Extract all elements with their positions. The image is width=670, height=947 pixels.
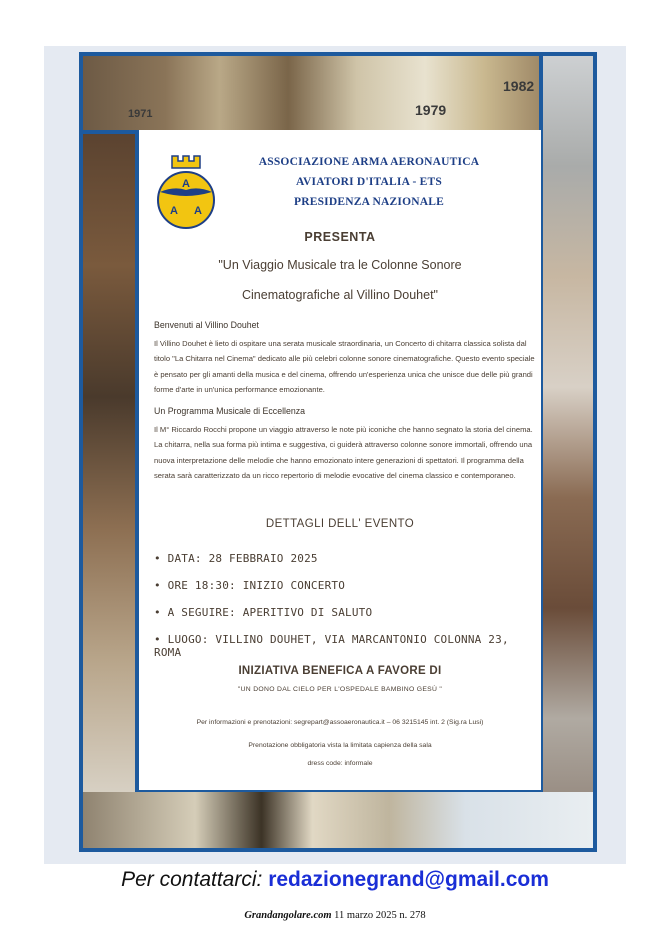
footer-issue: 11 marzo 2025 n. 278: [331, 910, 426, 921]
contact-email-link[interactable]: redazionegrand@gmail.com: [268, 868, 549, 891]
logo-letter-left: A: [170, 205, 178, 217]
contact-line: [0, 868, 670, 892]
event-poster: [139, 130, 541, 790]
association-presidency: PRESIDENZA NAZIONALE: [293, 196, 445, 208]
event-title-line-2: Cinematografiche al Villino Douhet": [242, 288, 438, 302]
association-subtitle: AVIATORI D'ITALIA - ETS: [296, 176, 442, 188]
detail-time: • ORE 18:30: INIZIO CONCERTO: [154, 579, 346, 592]
detail-aperitivo: • A SEGUIRE: APERITIVO DI SALUTO: [154, 606, 373, 619]
footer-site-name: Grandangolare.com: [244, 910, 332, 921]
aeronautica-logo-icon: [154, 152, 218, 232]
photo-collage-left: [83, 134, 135, 792]
presenta-heading: PRESENTA: [304, 230, 376, 244]
logo-letter-top: A: [182, 178, 190, 190]
detail-location: • LUOGO: VILLINO DOUHET, VIA MARCANTONIO COLONNA 23, ROMA: [154, 633, 509, 659]
section-welcome-text: Il Villino Douhet è lieto di ospitare una serata musicale straordinaria, un Concerto di chitarra classica solista dal titolo "La Chitarra nel Cinema" dedicato alle più celebri colonne sonore cinematografiche. Questo evento speciale è pensato per gli amanti della musica e del cinema, offrendo un'esperienza unica che unisce due delle più grandi forme d'arte in un'unica performance emozionante.: [154, 339, 535, 395]
reservation-note: Prenotazione obbligatoria vista la limitata capienza della sala: [248, 742, 432, 749]
event-details-heading: DETTAGLI DELL' EVENTO: [265, 518, 415, 530]
year-label-1979: 1979: [415, 102, 447, 118]
section-program-heading: Un Programma Musicale di Eccellenza: [154, 406, 306, 416]
page-footer: [0, 910, 670, 921]
event-title-line-1: "Un Viaggio Musicale tra le Colonne Sonore: [218, 258, 462, 272]
association-name: ASSOCIAZIONE ARMA AERONAUTICA: [258, 156, 480, 168]
photo-collage-right: [543, 56, 593, 792]
year-label-1971: 1971: [128, 108, 153, 120]
contact-label: Per contattarci:: [121, 868, 263, 891]
charity-heading: INIZIATIVA BENEFICA A FAVORE DI: [238, 665, 442, 677]
logo-letter-right: A: [194, 205, 202, 217]
photo-collage-bottom: [83, 792, 593, 848]
section-program-text: Il M° Riccardo Rocchi propone un viaggio attraverso le note più iconiche che hanno segnato la storia del cinema. La chitarra, nella sua forma più intima e suggestiva, ci guiderà attraverso colonne sonore immortali, offrendo una nuova interpretazione delle melodie che hanno emozionato intere generazioni di spettatori. Il programma della serata sarà caratterizzato da un ricco repertorio di melodie evocative del cinema classico e contemporaneo.: [154, 425, 533, 481]
section-welcome-heading: Benvenuti al Villino Douhet: [154, 320, 259, 330]
contact-info: Per informazioni e prenotazioni: segrepart@assoaeronautica.it – 06 3215145 int. 2 (Sig.ra Lusi): [196, 719, 484, 726]
detail-date: • DATA: 28 FEBBRAIO 2025: [154, 552, 318, 565]
photo-collage-top: [83, 56, 539, 130]
charity-subtitle: "UN DONO DAL CIELO PER L'OSPEDALE BAMBINO GESÙ ": [237, 686, 443, 693]
year-label-1982: 1982: [503, 78, 535, 94]
dress-code: dress code: informale: [307, 760, 373, 767]
